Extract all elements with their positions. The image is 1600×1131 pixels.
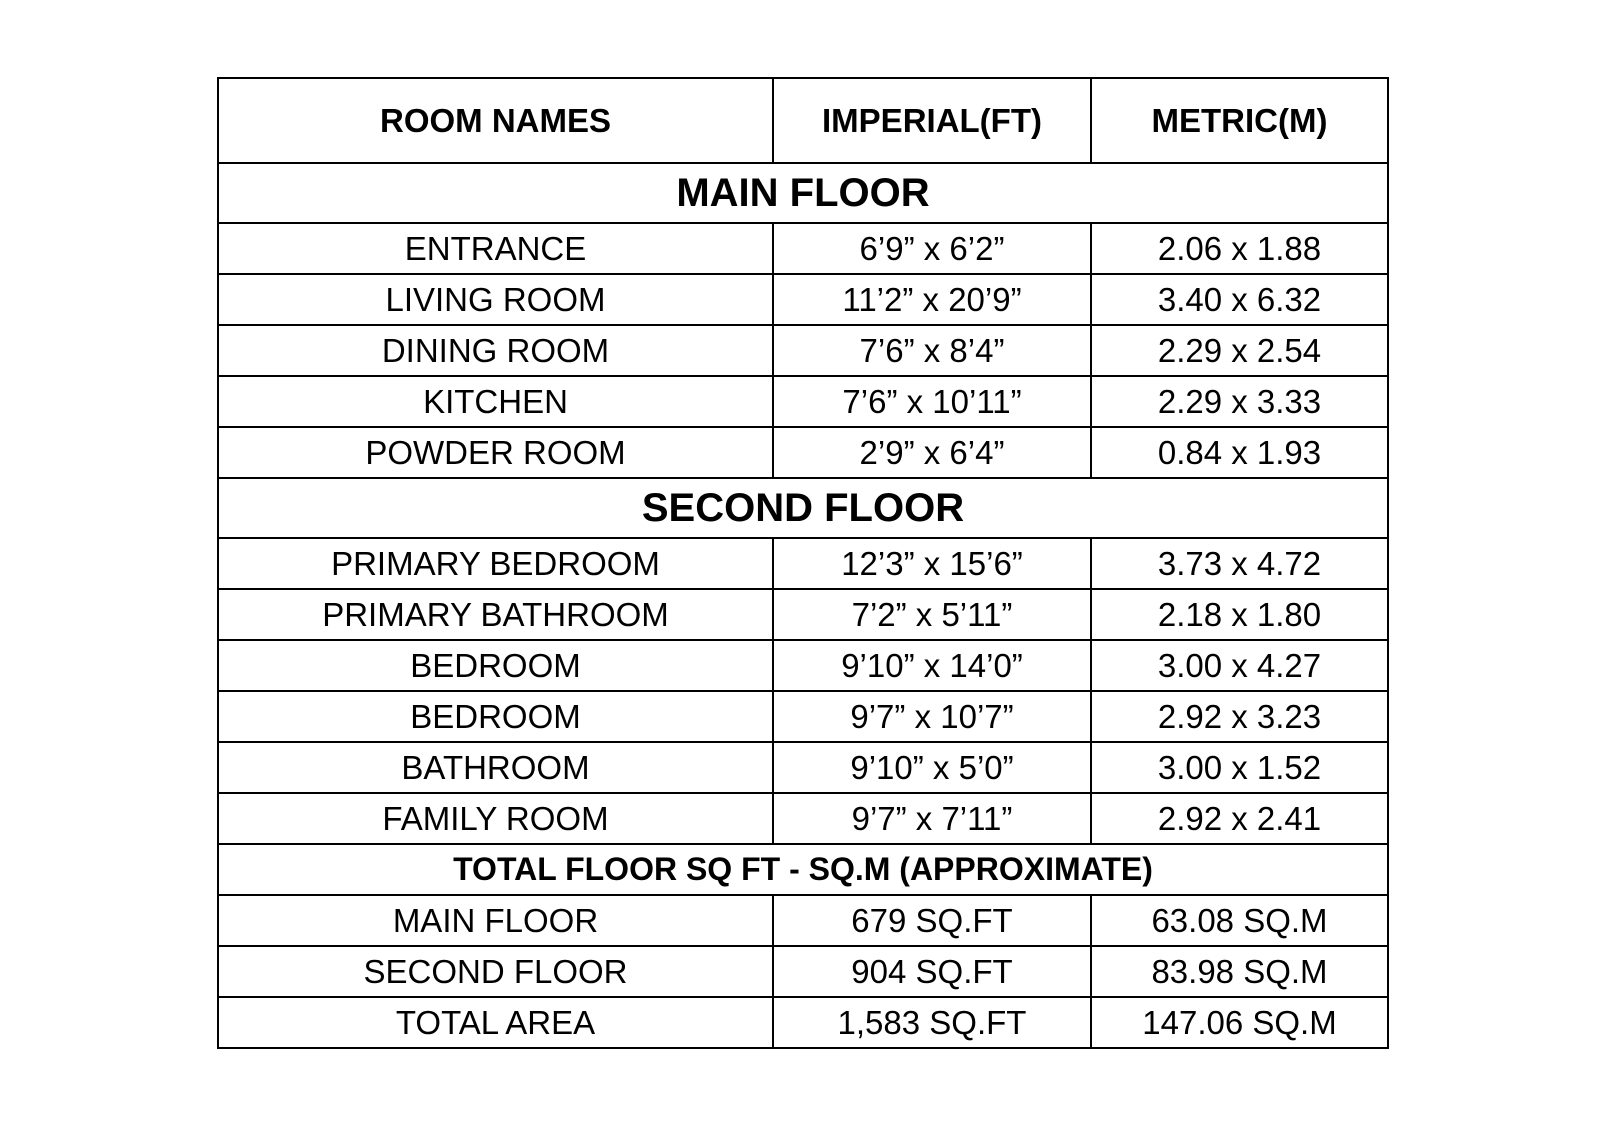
- floor-name: TOTAL AREA: [218, 997, 773, 1048]
- room-name: ENTRANCE: [218, 223, 773, 274]
- imperial-dimensions: 9’7” x 10’7”: [773, 691, 1091, 742]
- metric-dimensions: 2.29 x 3.33: [1091, 376, 1388, 427]
- room-name: PRIMARY BEDROOM: [218, 538, 773, 589]
- metric-dimensions: 2.92 x 2.41: [1091, 793, 1388, 844]
- room-name: BEDROOM: [218, 640, 773, 691]
- metric-area: 63.08 SQ.M: [1091, 895, 1388, 946]
- imperial-dimensions: 9’7” x 7’11”: [773, 793, 1091, 844]
- imperial-dimensions: 9’10” x 5’0”: [773, 742, 1091, 793]
- room-name: FAMILY ROOM: [218, 793, 773, 844]
- section-title-second-floor: SECOND FLOOR: [218, 478, 1388, 538]
- floor-name: SECOND FLOOR: [218, 946, 773, 997]
- room-name: POWDER ROOM: [218, 427, 773, 478]
- table-row: [218, 793, 1388, 844]
- header-imperial: IMPERIAL(FT): [773, 78, 1091, 163]
- section-second-floor: [218, 478, 1388, 538]
- metric-dimensions: 3.73 x 4.72: [1091, 538, 1388, 589]
- imperial-area: 679 SQ.FT: [773, 895, 1091, 946]
- table-row: [218, 997, 1388, 1048]
- section-title-main-floor: MAIN FLOOR: [218, 163, 1388, 223]
- imperial-dimensions: 11’2” x 20’9”: [773, 274, 1091, 325]
- room-name: LIVING ROOM: [218, 274, 773, 325]
- room-name: PRIMARY BATHROOM: [218, 589, 773, 640]
- metric-area: 83.98 SQ.M: [1091, 946, 1388, 997]
- table-row: [218, 946, 1388, 997]
- table-row: [218, 538, 1388, 589]
- room-name: BEDROOM: [218, 691, 773, 742]
- imperial-dimensions: 12’3” x 15’6”: [773, 538, 1091, 589]
- table-row: [218, 742, 1388, 793]
- imperial-dimensions: 6’9” x 6’2”: [773, 223, 1091, 274]
- table-row: [218, 895, 1388, 946]
- table-row: [218, 427, 1388, 478]
- room-dimensions-table: [217, 77, 1389, 1049]
- metric-dimensions: 2.06 x 1.88: [1091, 223, 1388, 274]
- header-room-names: ROOM NAMES: [218, 78, 773, 163]
- metric-dimensions: 3.00 x 1.52: [1091, 742, 1388, 793]
- table-row: [218, 223, 1388, 274]
- imperial-area: 904 SQ.FT: [773, 946, 1091, 997]
- table-row: [218, 640, 1388, 691]
- imperial-dimensions: 7’6” x 8’4”: [773, 325, 1091, 376]
- section-totals: [218, 844, 1388, 895]
- section-main-floor: [218, 163, 1388, 223]
- imperial-dimensions: 7’2” x 5’11”: [773, 589, 1091, 640]
- metric-dimensions: 2.29 x 2.54: [1091, 325, 1388, 376]
- table-row: [218, 274, 1388, 325]
- imperial-area: 1,583 SQ.FT: [773, 997, 1091, 1048]
- metric-dimensions: 2.92 x 3.23: [1091, 691, 1388, 742]
- room-name: DINING ROOM: [218, 325, 773, 376]
- room-name: KITCHEN: [218, 376, 773, 427]
- table-header-row: [218, 78, 1388, 163]
- table-row: [218, 691, 1388, 742]
- section-title-totals: TOTAL FLOOR SQ FT - SQ.M (APPROXIMATE): [218, 844, 1388, 895]
- table-row: [218, 376, 1388, 427]
- imperial-dimensions: 2’9” x 6’4”: [773, 427, 1091, 478]
- header-metric: METRIC(M): [1091, 78, 1388, 163]
- metric-dimensions: 0.84 x 1.93: [1091, 427, 1388, 478]
- table-row: [218, 325, 1388, 376]
- imperial-dimensions: 7’6” x 10’11”: [773, 376, 1091, 427]
- metric-area: 147.06 SQ.M: [1091, 997, 1388, 1048]
- room-name: BATHROOM: [218, 742, 773, 793]
- metric-dimensions: 3.00 x 4.27: [1091, 640, 1388, 691]
- imperial-dimensions: 9’10” x 14’0”: [773, 640, 1091, 691]
- metric-dimensions: 2.18 x 1.80: [1091, 589, 1388, 640]
- floor-name: MAIN FLOOR: [218, 895, 773, 946]
- table-row: [218, 589, 1388, 640]
- metric-dimensions: 3.40 x 6.32: [1091, 274, 1388, 325]
